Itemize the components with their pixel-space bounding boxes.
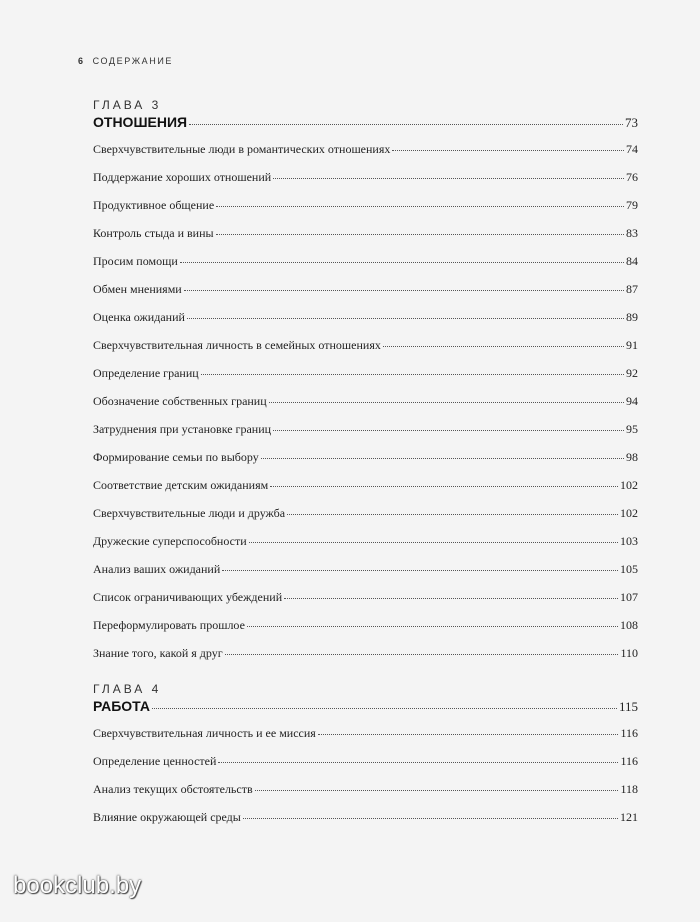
toc-entry <box>93 198 638 226</box>
entry-title: Просим помощи <box>93 254 178 268</box>
toc-entry <box>93 422 638 450</box>
entry-title: Определение границ <box>93 366 199 380</box>
running-head <box>78 56 173 66</box>
entry-title: Сверхчувствительная личность в семейных отношениях <box>93 338 381 352</box>
dot-leader <box>255 790 619 791</box>
toc-entry <box>93 450 638 478</box>
entry-title: Определение ценностей <box>93 754 217 768</box>
dot-leader <box>243 818 618 819</box>
toc-entry <box>93 726 638 754</box>
dot-leader <box>284 598 618 599</box>
dot-leader <box>318 734 619 735</box>
dot-leader <box>222 570 618 571</box>
toc-entry <box>93 618 638 646</box>
page-ref: 74 <box>626 142 638 156</box>
page-ref: 95 <box>626 422 638 436</box>
page-ref: 102 <box>620 478 638 492</box>
entry-title: Поддержание хороших отношений <box>93 170 272 184</box>
dot-leader <box>225 654 619 655</box>
chapter-label: ГЛАВА 3 <box>93 98 162 112</box>
section-title: СОДЕРЖАНИЕ <box>92 56 173 66</box>
dot-leader <box>249 542 618 543</box>
dot-leader <box>273 178 624 179</box>
entry-title: Влияние окружающей среды <box>93 810 241 824</box>
chapter-title: ОТНОШЕНИЯ <box>93 114 188 130</box>
entry-title: Переформулировать прошлое <box>93 618 245 632</box>
toc-entry <box>93 142 638 170</box>
dot-leader <box>218 762 618 763</box>
page-ref: 121 <box>620 810 638 824</box>
chapter-label: ГЛАВА 4 <box>93 682 162 696</box>
entry-title: Сверхчувствительные люди и дружба <box>93 506 286 520</box>
toc-entry <box>93 562 638 590</box>
toc-entry <box>93 782 638 810</box>
dot-leader <box>261 458 624 459</box>
page-ref: 84 <box>626 254 638 268</box>
page-ref: 98 <box>626 450 638 464</box>
entry-title: Оценка ожиданий <box>93 310 185 324</box>
entry-title: Знание того, какой я друг <box>93 646 223 660</box>
page-ref: 102 <box>620 506 638 520</box>
page-ref: 105 <box>620 562 638 576</box>
chapter-title: РАБОТА <box>93 698 150 714</box>
toc-entry <box>93 310 638 338</box>
entry-title: Обмен мнениями <box>93 282 182 296</box>
toc-entry <box>93 338 638 366</box>
chapter-heading <box>93 698 638 720</box>
toc-entry <box>93 646 638 674</box>
page-ref: 110 <box>620 646 638 660</box>
dot-leader <box>273 430 624 431</box>
page-ref: 108 <box>620 618 638 632</box>
toc-entry <box>93 478 638 506</box>
entry-title: Контроль стыда и вины <box>93 226 214 240</box>
dot-leader <box>247 626 618 627</box>
toc-entry <box>93 366 638 394</box>
entry-title: Сверхчувствительная личность и ее миссия <box>93 726 316 740</box>
entry-title: Формирование семьи по выбору <box>93 450 259 464</box>
page-ref: 103 <box>620 534 638 548</box>
page-ref: 118 <box>620 782 638 796</box>
page-ref: 94 <box>626 394 638 408</box>
toc-entry <box>93 254 638 282</box>
dot-leader <box>383 346 624 347</box>
dot-leader <box>187 318 624 319</box>
page-ref: 76 <box>626 170 638 184</box>
toc-entry <box>93 226 638 254</box>
toc-entry <box>93 534 638 562</box>
entry-title: Продуктивное общение <box>93 198 215 212</box>
toc-entry <box>93 810 638 838</box>
entry-title: Анализ ваших ожиданий <box>93 562 221 576</box>
dot-leader <box>216 234 624 235</box>
page-ref: 87 <box>626 282 638 296</box>
dot-leader <box>287 514 618 515</box>
dot-leader <box>216 206 624 207</box>
page-ref: 116 <box>620 754 638 768</box>
dot-leader <box>189 124 623 125</box>
toc-entry <box>93 590 638 618</box>
dot-leader <box>152 708 617 709</box>
watermark: bookclub.by <box>13 872 142 899</box>
entry-title: Соответствие детским ожиданиям <box>93 478 269 492</box>
entry-title: Список ограничивающих убеждений <box>93 590 283 604</box>
page-ref: 91 <box>626 338 638 352</box>
entry-title: Дружеские суперспособности <box>93 534 247 548</box>
page-ref: 115 <box>618 699 638 714</box>
entry-title: Анализ текущих обстоятельств <box>93 782 253 796</box>
page-ref: 83 <box>626 226 638 240</box>
page-ref: 89 <box>626 310 638 324</box>
chapter-3 <box>93 98 638 674</box>
toc-entry <box>93 394 638 422</box>
chapter-heading <box>93 114 638 136</box>
chapter-4 <box>93 682 638 838</box>
page-ref: 116 <box>620 726 638 740</box>
toc-entry <box>93 170 638 198</box>
page-ref: 73 <box>625 115 638 130</box>
entry-title: Обозначение собственных границ <box>93 394 267 408</box>
page-ref: 92 <box>626 366 638 380</box>
dot-leader <box>201 374 624 375</box>
page-number: 6 <box>78 56 85 66</box>
toc-entry <box>93 754 638 782</box>
dot-leader <box>184 290 624 291</box>
dot-leader <box>392 150 624 151</box>
dot-leader <box>270 486 618 487</box>
dot-leader <box>269 402 624 403</box>
page-ref: 79 <box>626 198 638 212</box>
entry-title: Затруднения при установке границ <box>93 422 272 436</box>
page-ref: 107 <box>620 590 638 604</box>
toc-entry <box>93 282 638 310</box>
entry-title: Сверхчувствительные люди в романтических отношениях <box>93 142 391 156</box>
toc-entry <box>93 506 638 534</box>
dot-leader <box>180 262 624 263</box>
